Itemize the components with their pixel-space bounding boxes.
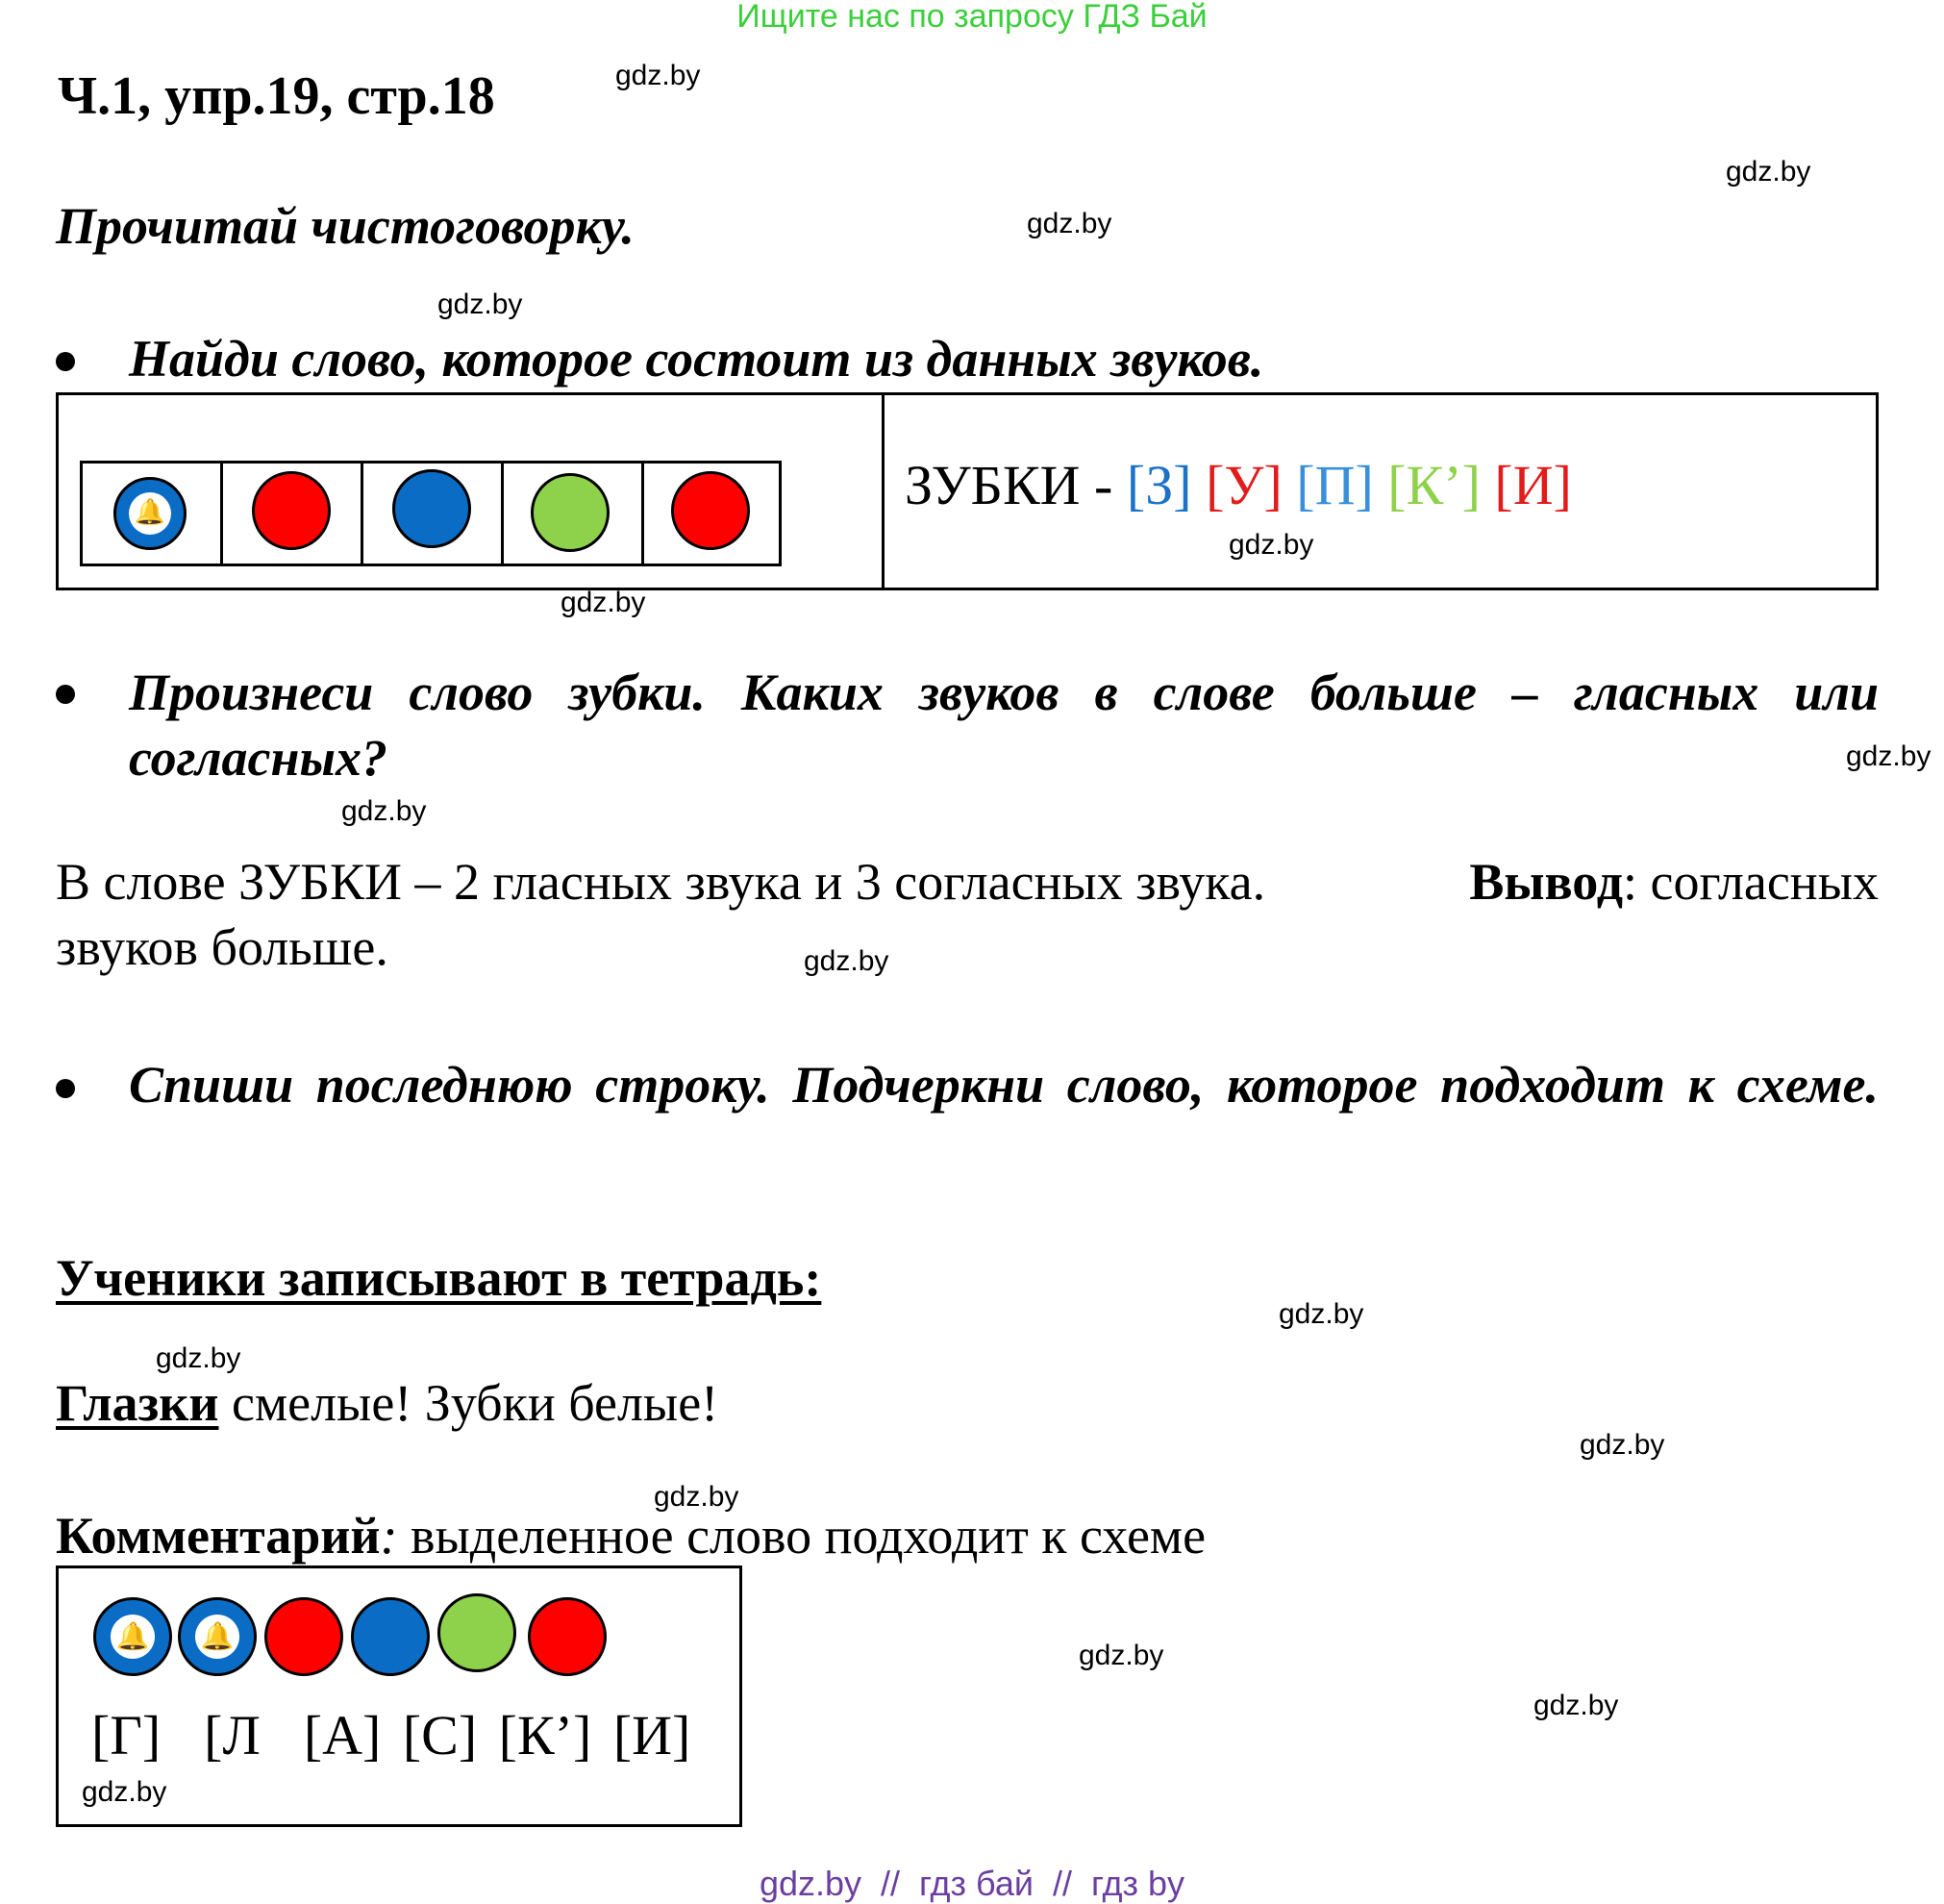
- bullet: [56, 685, 75, 704]
- task-3: Спиши последнюю строку. Подчеркни слово, которое подходит к схеме.: [129, 1056, 1879, 1114]
- comment-text: выделенное слово подходит к схеме: [397, 1507, 1207, 1565]
- bell-icon: 🔔: [134, 498, 166, 527]
- watermark: gdz.by: [1846, 740, 1932, 772]
- watermark: gdz.by: [615, 60, 701, 91]
- soft-consonant-circle-green: [437, 1593, 516, 1672]
- sound-k-soft: [К’]: [498, 1704, 592, 1766]
- conclusion-text: : согласных: [1623, 853, 1879, 911]
- watermark: gdz.by: [1726, 156, 1811, 188]
- watermark: gdz.by: [1027, 208, 1112, 239]
- notebook-heading: Ученики записывают в тетрадь:: [56, 1249, 822, 1307]
- soft-consonant-circle: [113, 477, 187, 550]
- watermark: gdz.by: [341, 795, 427, 827]
- comment-label: Комментарий: [56, 1507, 381, 1565]
- hard-consonant-circle-blue: [392, 469, 471, 548]
- conclusion-label: Вывод: [1469, 853, 1624, 911]
- notebook-line-rest: смелые! Зубки белые!: [218, 1374, 719, 1432]
- bell-icon: 🔔: [200, 1620, 235, 1652]
- instruction: Прочитай чистоговорку.: [56, 197, 635, 255]
- comment-colon: :: [380, 1507, 398, 1565]
- vowel-circle-red: [252, 471, 331, 550]
- watermark: gdz.by: [654, 1481, 739, 1513]
- vowel-circle-red: [528, 1597, 607, 1676]
- watermark: gdz.by: [1229, 529, 1314, 561]
- sound-scheme: [80, 461, 782, 566]
- bullet: [56, 352, 75, 371]
- comment: [56, 1506, 1206, 1566]
- bullet: [56, 1079, 75, 1098]
- soft-consonant-circle: [93, 1597, 172, 1676]
- watermark: gdz.by: [156, 1342, 241, 1374]
- task-1: Найди слово, которое состоит из данных звуков.: [129, 330, 1264, 388]
- watermark: gdz.by: [1533, 1690, 1619, 1721]
- table-divider: [882, 395, 885, 588]
- sound-g: [Г]: [91, 1704, 162, 1766]
- notebook-line: [56, 1373, 718, 1433]
- sound-l: [Л: [204, 1704, 261, 1766]
- sound-u: [У]: [1206, 454, 1283, 516]
- sound-s: [С]: [402, 1704, 478, 1766]
- glazki-scheme-box: [56, 1566, 742, 1827]
- hard-consonant-circle-blue: [351, 1597, 430, 1676]
- page-title: Ч.1, упр.19, стр.18: [58, 66, 495, 126]
- watermark: gdz.by: [82, 1776, 167, 1808]
- watermark: gdz.by: [1580, 1429, 1665, 1461]
- watermark: gdz.by: [1279, 1298, 1364, 1330]
- sound-i: [И]: [612, 1704, 691, 1766]
- highlighted-word: Глазки: [56, 1374, 219, 1432]
- watermark: gdz.by: [1079, 1640, 1164, 1671]
- watermark: gdz.by: [437, 288, 523, 320]
- scheme-table: [56, 392, 1879, 590]
- glazki-transcription: [91, 1703, 690, 1767]
- bell-icon: 🔔: [115, 1620, 150, 1652]
- answer-line-2: звуков больше.: [56, 918, 388, 976]
- footer-links[interactable]: gdz.by // гдз бай // гдз by: [759, 1864, 1185, 1903]
- answer-line-1: [56, 852, 1879, 912]
- sound-k-soft: [К’]: [1387, 454, 1481, 516]
- soft-consonant-circle-green: [531, 473, 610, 552]
- watermark: gdz.by: [561, 587, 646, 618]
- sound-z: [З]: [1126, 454, 1192, 516]
- answer-text: В слове ЗУБКИ – 2 гласных звука и 3 согласных звука.: [56, 853, 1266, 911]
- bell-icon-bg: [129, 492, 171, 535]
- word-label: ЗУБКИ -: [905, 454, 1127, 516]
- soft-consonant-circle: [178, 1597, 257, 1676]
- watermark: gdz.by: [804, 945, 889, 977]
- top-banner: Ищите нас по запросу ГДЗ Бай: [736, 0, 1208, 35]
- sound-a: [А]: [303, 1704, 382, 1766]
- task-2: Произнеси слово зубки. Каких звуков в слове больше – гласных или согласных?: [129, 664, 1879, 787]
- word-transcription: [905, 453, 1572, 517]
- sound-i: [И]: [1494, 454, 1572, 516]
- vowel-circle-red: [671, 471, 750, 550]
- bell-icon-bg: [111, 1615, 155, 1659]
- vowel-circle-red: [264, 1597, 343, 1676]
- bell-icon-bg: [195, 1615, 239, 1659]
- sound-p: [П]: [1296, 454, 1374, 516]
